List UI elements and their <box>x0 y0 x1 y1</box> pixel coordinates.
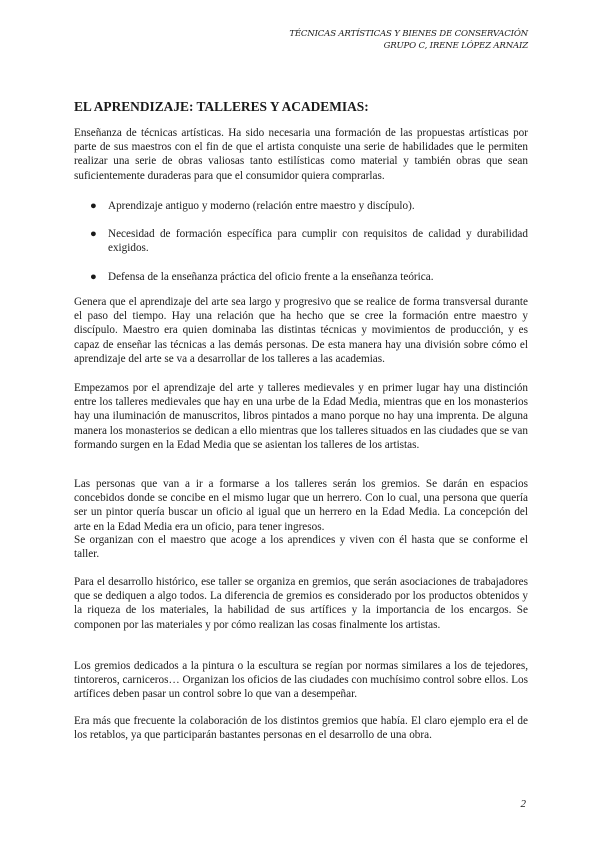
bullet-text: Aprendizaje antiguo y moderno (relación entre maestro y discípulo). <box>108 200 415 212</box>
paragraph: Se organizan con el maestro que acoge a los aprendices y viven con él hasta que se conforme el taller. <box>74 534 528 561</box>
paragraph: Los gremios dedicados a la pintura o la escultura se regían por normas similares a los de tejedores, tintoreros, carniceros… Organizan los oficios de las ciudades con muchísimo control sobre ellos. Los artífices deben pasar un control sobre lo que van a desempeñar. <box>74 660 528 701</box>
bullet-icon: ● <box>90 200 97 212</box>
paragraph: Para el desarrollo histórico, ese taller se organiza en gremios, que serán asociaciones de trabajadores que se dediquen a algo todos. La diferencia de gremios es considerado por los productos obtenidos y la riqueza de los materiales, la habilidad de sus artífices y la importancia de los encargos. Se componen por las materiales y por cómo realizan las cosas finalmente los artistas. <box>74 576 528 631</box>
bullet-list <box>74 199 528 284</box>
page-header <box>289 28 528 52</box>
page-number: 2 <box>520 798 526 810</box>
paragraph: Era más que frecuente la colaboración de los distintos gremios que había. El claro ejemplo era el de los retablos, ya que participarán bastantes personas en el desarrollo de una obra. <box>74 715 528 742</box>
intro-paragraph: Enseñanza de técnicas artísticas. Ha sido necesaria una formación de las propuestas artísticas por parte de sus maestros con el fin de que el artista conquiste una serie de habilidades que le permiten realizar una serie de obras valiosas tanto estilísticas como material y también obras que sean suficientemente duraderas para que el consumidor quiera comprarlas. <box>74 127 528 182</box>
paragraph: Empezamos por el aprendizaje del arte y talleres medievales y en primer lugar hay una distinción entre los talleres medievales que hay en una urbe de la Edad Media, mientras que en los monasterios hay una iluminación de manuscritos, libros pintados a mano porque no hay una imprenta. De alguna manera los monasterios se dedican a ello mientras que los talleres situados en las ciudades que se van formando surgen en la Edad Media que se asientan los talleres de los artistas. <box>74 382 528 451</box>
paragraph: Genera que el aprendizaje del arte sea largo y progresivo que se realice de forma transversal durante el paso del tiempo. Hay una relación que ha hecho que se cree la formación entre maestro y discípulo. Maestro era quien dominaba las distintas técnicas y movimientos de producción, y es capaz de enseñar las técnicas a las demás personas. De esta manera hay una división sobre cómo el aprendizaje del arte se va a desarrollar de los talleres a las academias. <box>74 296 528 365</box>
list-item <box>74 199 528 213</box>
list-item <box>74 270 528 284</box>
bullet-icon: ● <box>90 228 97 241</box>
bullet-text: Necesidad de formación específica para cumplir con requisitos de calidad y durabilidad exigidos. <box>108 228 528 255</box>
bullet-text: Defensa de la enseñanza práctica del oficio frente a la enseñanza teórica. <box>108 270 434 283</box>
header-group-author: GRUPO C, IRENE LÓPEZ ARNAIZ <box>383 41 528 51</box>
paragraph: Las personas que van a ir a formarse a los talleres serán los gremios. Se darán en espacios concebidos donde se concibe en el mismo lugar que un herrero. Con lo cual, una persona que quería ser un pintor quería buscar un oficio al igual que un herrero en la Edad Media. La concepción del arte en la Edad Media era un oficio, para tener ingresos. <box>74 478 528 533</box>
list-item <box>74 227 528 255</box>
bullet-icon: ● <box>90 270 97 283</box>
header-course-title: TÉCNICAS ARTÍSTICAS Y BIENES DE CONSERVACIÓN <box>289 29 528 39</box>
section-title: EL APRENDIZAJE: TALLERES Y ACADEMIAS: <box>74 99 369 114</box>
